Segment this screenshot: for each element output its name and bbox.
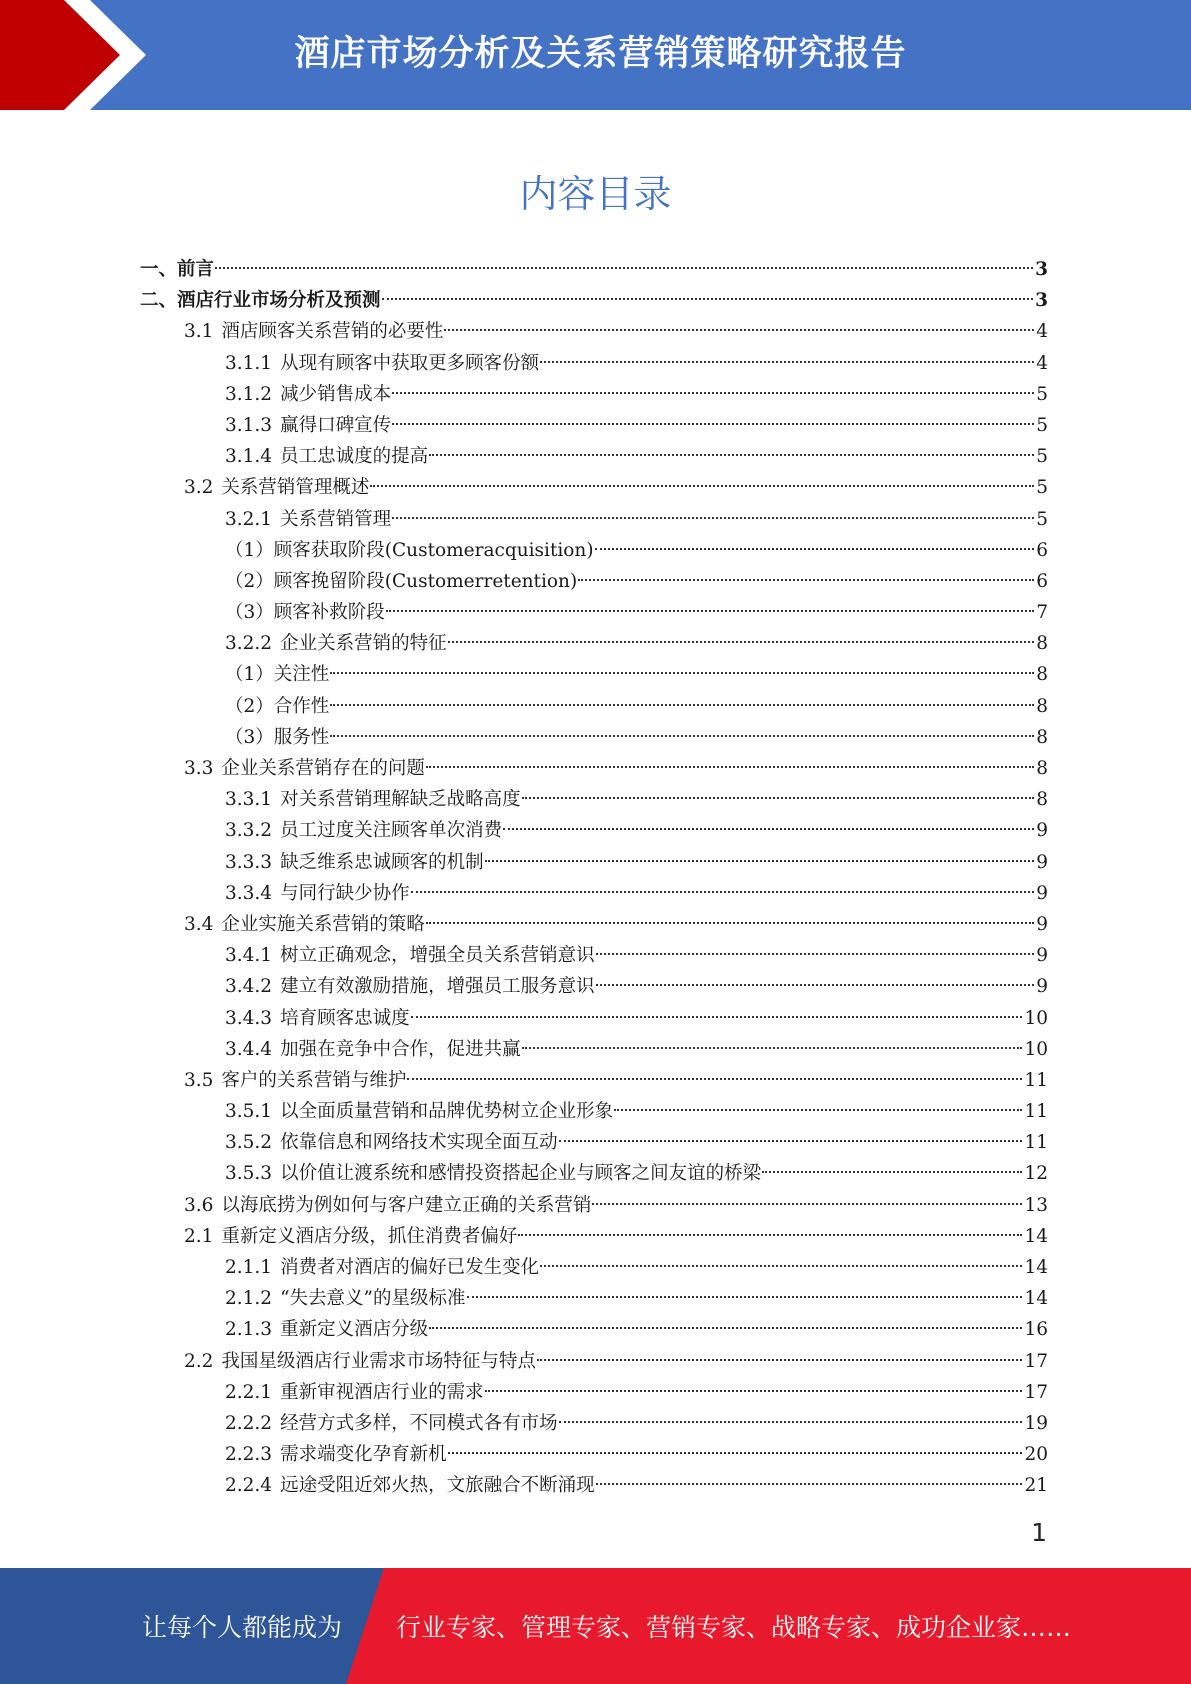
toc-entry-page: 5 [1036,446,1048,468]
toc-entry-page: 8 [1036,789,1048,811]
toc-entry[interactable] [140,1096,1048,1127]
toc-entry[interactable] [140,847,1048,878]
toc-entry-number: 3.6 [184,1194,214,1216]
toc-entry[interactable] [140,1034,1048,1065]
toc-entry-page: 10 [1024,1038,1048,1060]
toc-entry-title: “失去意义”的星级标准 [280,1288,466,1310]
toc-entry[interactable] [140,1408,1048,1439]
toc-entry-title: 从现有顾客中获取更多顾客份额 [280,352,540,374]
toc-entry-page: 9 [1036,851,1048,873]
toc-entry-number: 2.2.2 [225,1412,273,1434]
toc-dot-leader [596,983,1035,986]
toc-entry[interactable] [140,722,1048,753]
toc-entry-title: 企业实施关系营销的策略 [221,913,425,935]
toc-entry-title: 缺乏维系忠诚顾客的机制 [280,851,484,873]
toc-dot-leader [559,1139,1023,1142]
toc-entry-title: 前言 [177,259,215,280]
toc-entry-number: 3.1.1 [225,352,273,374]
toc-entry-number: 3.3 [184,758,214,779]
toc-entry-title: 以价值让渡系统和感情投资搭起企业与顾客之间友谊的桥梁 [280,1163,762,1185]
toc-entry[interactable] [140,784,1048,815]
toc-entry-number: 3.1 [184,321,214,343]
footer-banner [0,1568,1191,1684]
toc-entry-page: 6 [1036,570,1048,592]
toc-entry[interactable] [140,878,1048,909]
toc-entry-page: 5 [1036,414,1048,436]
toc-entry-page: 8 [1036,695,1048,717]
toc-entry-number: （1） [225,664,274,686]
toc-entry-page: 20 [1024,1444,1048,1466]
toc-entry-number: 3.3.3 [225,851,273,873]
toc-dot-leader [330,703,1034,706]
toc-entry-title: 企业关系营销的特征 [280,633,447,655]
toc-entry-title: 树立正确观念，增强全员关系营销意识 [280,945,595,967]
toc-entry-number: （3） [225,602,274,624]
toc-entry-number: 3.4.2 [225,976,273,998]
toc-entry-page: 10 [1024,1007,1048,1029]
toc-entry-number: （2） [225,570,274,592]
toc-entry[interactable] [140,1377,1048,1408]
toc-entry[interactable] [140,1346,1048,1377]
toc-entry-number: 3.5 [184,1069,214,1091]
toc-title: 内容目录 [519,172,672,216]
toc-entry-title: 客户的关系营销与维护 [221,1069,407,1091]
toc-entry-title: 以海底捞为例如何与客户建立正确的关系营销 [221,1194,592,1216]
toc-entry-title: 加强在竞争中合作，促进共赢 [280,1038,521,1060]
toc-entry-number: （1） [225,539,274,561]
toc-entry-title: 企业关系营销存在的问题 [221,758,425,779]
toc-dot-leader [614,1108,1022,1111]
toc-entry-number: 3.4.3 [225,1007,273,1029]
toc-dot-leader [215,266,1033,269]
toc-entry-title: 需求端变化孕育新机 [280,1444,447,1466]
toc-entry[interactable] [140,1065,1048,1096]
toc-entry-number: 2.2.4 [225,1475,273,1497]
toc-entry-title: 我国星级酒店行业需求市场特征与特点 [221,1350,536,1372]
toc-entry-number: 3.5.2 [225,1132,273,1154]
toc-entry[interactable] [140,1283,1048,1314]
toc-dot-leader [578,578,1034,581]
toc-entry[interactable] [140,379,1048,410]
toc-entry-number: 3.1.4 [225,446,273,468]
toc-entry[interactable] [140,659,1048,690]
toc-entry-title: 培育顾客忠诚度 [280,1007,410,1029]
toc-entry-page: 3 [1035,290,1048,312]
toc-dot-leader [762,1170,1022,1173]
toc-entry[interactable] [140,254,1048,285]
toc-entry-page: 9 [1036,882,1048,904]
toc-entry[interactable] [140,348,1048,379]
toc-entry-number: 3.3.4 [225,882,273,904]
toc-entry-number: 一、 [140,259,178,280]
toc-entry[interactable] [140,1158,1048,1189]
toc-dot-leader [485,1389,1023,1392]
toc-entry-title: 合作性 [273,695,330,717]
toc-entry-title: 员工过度关注顾客单次消费 [280,820,503,842]
toc-entry-page: 5 [1036,383,1048,405]
toc-dot-leader [485,859,1035,862]
toc-dot-leader [503,827,1034,830]
toc-entry[interactable] [140,285,1048,316]
toc-entry-title: 与同行缺少协作 [280,882,410,904]
toc-entry[interactable] [140,815,1048,846]
toc-entry[interactable] [140,1252,1048,1283]
toc-dot-leader [429,1326,1022,1329]
toc-entry[interactable] [140,504,1048,535]
toc-entry-title: 以全面质量营销和品牌优势树立企业形象 [280,1101,614,1123]
toc-entry-title: 顾客补救阶段 [273,602,385,624]
toc-entry-title: 关系营销管理 [280,508,392,530]
toc-entry-page: 8 [1036,633,1048,655]
toc-entry-title: 关系营销管理概述 [221,477,370,499]
toc-entry-title: 员工忠诚度的提高 [280,446,429,468]
toc-entry-number: （3） [225,726,274,748]
toc-entry[interactable] [140,1003,1048,1034]
toc-entry-page: 3 [1035,259,1048,280]
toc-dot-leader [392,516,1034,519]
toc-entry-number: 3.2.2 [225,633,273,655]
toc-entry[interactable] [140,1439,1048,1470]
toc-entry[interactable] [140,316,1048,347]
toc-entry-title: 顾客获取阶段(Customeracquisition) [273,539,594,561]
toc-entry[interactable] [140,566,1048,597]
toc-dot-leader [467,1295,1023,1298]
toc-dot-leader [448,1451,1023,1454]
toc-entry-page: 16 [1024,1319,1048,1341]
toc-entry[interactable] [140,691,1048,722]
toc-entry-title: 建立有效激励措施，增强员工服务意识 [280,976,595,998]
toc-entry-title: 重新审视酒店行业的需求 [280,1381,484,1403]
toc-dot-leader [592,1202,1022,1205]
toc-entry-page: 6 [1036,539,1048,561]
toc-entry[interactable] [140,1314,1048,1345]
toc-entry-page: 7 [1036,602,1048,624]
toc-entry-number: 2.2 [184,1350,214,1372]
toc-entry-page: 17 [1024,1381,1048,1403]
toc-entry-number: 3.5.1 [225,1101,273,1123]
toc-entry[interactable] [140,753,1048,784]
toc-entry-page: 11 [1024,1069,1048,1091]
toc-dot-leader [540,360,1034,363]
toc-entry[interactable] [140,940,1048,971]
toc-entry-page: 14 [1024,1225,1048,1247]
toc-dot-leader [540,1264,1022,1267]
toc-entry-title: 酒店行业市场分析及预测 [177,290,381,312]
toc-entry-title: 顾客挽留阶段(Customerretention) [273,570,578,592]
toc-dot-leader [411,890,1035,893]
toc-dot-leader [596,1482,1023,1485]
toc-entry-title: 依靠信息和网络技术实现全面互动 [280,1132,558,1154]
table-of-contents [140,254,1048,1502]
toc-entry-title: 重新定义酒店分级，抓住消费者偏好 [221,1225,518,1247]
toc-dot-leader [330,671,1034,674]
toc-entry[interactable] [140,971,1048,1002]
toc-entry-title: 重新定义酒店分级 [280,1319,429,1341]
toc-dot-leader [522,1046,1023,1049]
toc-entry-title: 酒店顾客关系营销的必要性 [221,321,444,343]
toc-entry-number: 3.3.2 [225,820,273,842]
toc-entry-page: 17 [1024,1350,1048,1372]
toc-entry-number: 3.5.3 [225,1163,273,1185]
toc-entry-page: 14 [1024,1257,1048,1278]
toc-entry-title: 减少销售成本 [280,383,392,405]
toc-entry-number: 3.4.1 [225,945,273,967]
toc-entry-number: 2.1.3 [225,1319,273,1341]
toc-entry-number: 2.1 [184,1225,214,1247]
report-title: 酒店市场分析及关系营销策略研究报告 [294,34,907,74]
toc-dot-leader [370,484,1034,487]
toc-entry[interactable] [140,410,1048,441]
toc-entry-page: 12 [1024,1163,1048,1185]
toc-entry-number: 3.1.2 [225,383,273,405]
toc-entry-number: 3.2.1 [225,508,273,530]
toc-entry-page: 9 [1036,820,1048,842]
header-banner [0,0,1191,110]
toc-entry-number: 3.2 [184,477,214,499]
toc-dot-leader [426,765,1034,768]
toc-entry-page: 9 [1036,976,1048,998]
toc-entry-page: 5 [1036,477,1048,499]
toc-entry-number: 3.3.1 [225,789,273,811]
toc-entry[interactable] [140,1470,1048,1501]
toc-dot-leader [330,734,1034,737]
toc-entry-title: 远途受阻近郊火热，文旅融合不断涌现 [280,1475,595,1497]
toc-entry-page: 8 [1036,758,1048,779]
toc-entry-number: 2.2.1 [225,1381,273,1403]
toc-entry-page: 9 [1036,913,1048,935]
toc-dot-leader [596,952,1035,955]
toc-entry[interactable] [140,1127,1048,1158]
toc-dot-leader [392,391,1034,394]
toc-entry[interactable] [140,535,1048,566]
toc-entry[interactable] [140,597,1048,628]
toc-entry-number: 3.1.3 [225,414,273,436]
toc-entry-page: 8 [1036,726,1048,748]
toc-dot-leader [595,547,1035,550]
toc-entry-title: 服务性 [273,726,330,748]
toc-dot-leader [518,1233,1022,1236]
toc-entry-page: 19 [1024,1412,1048,1434]
toc-entry-page: 11 [1024,1101,1048,1123]
toc-entry[interactable] [140,628,1048,659]
toc-entry-page: 14 [1024,1288,1048,1310]
toc-entry-page: 13 [1024,1194,1048,1216]
toc-entry-title: 赢得口碑宣传 [280,414,392,436]
toc-entry-number: 2.1.1 [225,1257,273,1278]
toc-entry-title: 经营方式多样，不同模式各有市场 [280,1412,558,1434]
toc-dot-leader [448,640,1035,643]
toc-entry-page: 8 [1036,664,1048,686]
toc-entry[interactable] [140,909,1048,940]
toc-dot-leader [392,422,1034,425]
toc-entry-number: 二、 [140,290,178,312]
toc-dot-leader [429,453,1034,456]
toc-entry-number: 3.4.4 [225,1038,273,1060]
toc-entry[interactable] [140,441,1048,472]
toc-entry[interactable] [140,472,1048,503]
toc-entry-page: 4 [1036,352,1048,374]
footer-slogan-left: 让每个人都能成为 [142,1613,343,1642]
footer-slogan-right: 行业专家、管理专家、营销专家、战略专家、成功企业家…… [396,1613,1072,1642]
toc-entry-page: 4 [1036,321,1048,343]
toc-dot-leader [559,1420,1023,1423]
toc-entry-page: 5 [1036,508,1048,530]
toc-dot-leader [411,1015,1023,1018]
toc-dot-leader [407,1077,1022,1080]
toc-entry-title: 消费者对酒店的偏好已发生变化 [280,1257,540,1278]
toc-entry-number: 2.1.2 [225,1288,273,1310]
toc-entry-title: 对关系营销理解缺乏战略高度 [280,789,521,811]
toc-entry-page: 11 [1024,1132,1048,1154]
toc-dot-leader [386,609,1034,612]
page-number: 1 [1031,1518,1047,1547]
toc-entry-number: 2.2.3 [225,1444,273,1466]
toc-dot-leader [444,328,1034,331]
toc-entry-number: （2） [225,695,274,717]
toc-entry[interactable] [140,1190,1048,1221]
toc-entry-title: 关注性 [273,664,330,686]
toc-dot-leader [522,796,1035,799]
toc-entry-page: 9 [1036,945,1048,967]
toc-dot-leader [426,921,1034,924]
toc-dot-leader [382,297,1034,300]
toc-entry-number: 3.4 [184,913,214,935]
toc-entry-page: 21 [1024,1475,1048,1497]
toc-entry[interactable] [140,1221,1048,1252]
toc-dot-leader [537,1358,1023,1361]
